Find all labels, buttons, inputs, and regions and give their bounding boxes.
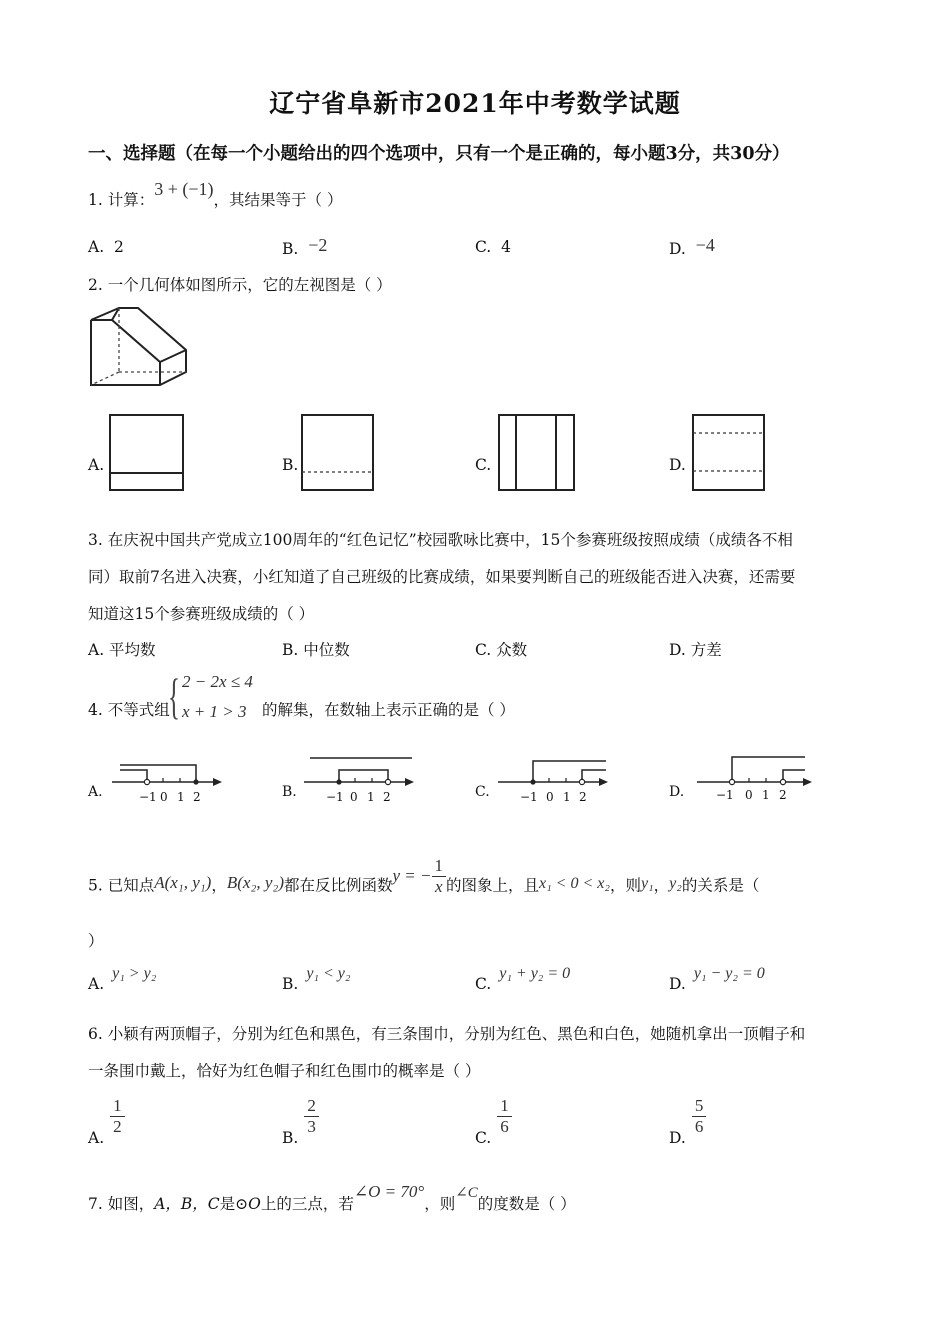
q3-option-c[interactable]: C. 众数 bbox=[475, 641, 528, 659]
q4-d-tick-1: 1 bbox=[762, 788, 770, 802]
q4-inequality-2: x + 1 > 3 bbox=[182, 702, 247, 721]
q6-option-b[interactable]: B. $\frac{2}{3}$ bbox=[282, 1096, 319, 1137]
q1-option-c[interactable]: C. 4 bbox=[475, 238, 511, 256]
q4-a-tick-2: 2 bbox=[193, 790, 201, 804]
q4-option-c-label[interactable]: C. bbox=[475, 784, 490, 800]
q6-line-2: 一条围巾戴上，恰好为红色帽子和红色围巾的概率是（ ） bbox=[88, 1062, 481, 1080]
q2-option-d-figure[interactable] bbox=[692, 414, 766, 492]
question-1 bbox=[88, 179, 343, 210]
question-2: 2. 一个几何体如图所示，它的左视图是（ ） bbox=[88, 276, 392, 294]
q4-option-b-numberline[interactable] bbox=[302, 752, 422, 807]
q5-option-a[interactable]: A.y₁ > y₂ bbox=[88, 965, 157, 993]
q6-line-1: 6. 小颖有两顶帽子，分别为红色和黑色，有三条围巾，分别为红色、黑色和白色，她随机拿出一顶帽子和 bbox=[88, 1025, 806, 1043]
q4-a-tick-0: 0 bbox=[160, 790, 168, 804]
q3-option-d[interactable]: D. 方差 bbox=[669, 641, 722, 659]
q6-option-c[interactable]: C. $\frac{1}{6}$ bbox=[475, 1096, 512, 1137]
q1-option-b[interactable]: B. −2 bbox=[282, 235, 328, 258]
q4-suffix: 的解集，在数轴上表示正确的是（ ） bbox=[262, 701, 515, 719]
q1-option-d[interactable]: D. −4 bbox=[669, 235, 715, 258]
q4-inequality-1: 2 − 2x ≤ 4 bbox=[182, 672, 253, 691]
q2-option-c-label[interactable]: C. bbox=[475, 456, 492, 474]
q5-option-d[interactable]: D.y₁ − y₂ = 0 bbox=[669, 965, 765, 993]
q1-expression: 3 + (−1) bbox=[154, 179, 214, 199]
q2-option-d-label[interactable]: D. bbox=[669, 456, 686, 474]
q4-b-tick-neg1: −1 bbox=[326, 790, 344, 804]
q4-prefix: 4. 不等式组 bbox=[88, 701, 170, 719]
q7-angle-o: ∠O = 70° bbox=[353, 1182, 425, 1201]
q5-point-a: A(x₁, y₁) bbox=[154, 872, 212, 892]
q4-b-tick-0: 0 bbox=[350, 790, 358, 804]
q3-line-1: 3. 在庆祝中国共产党成立100周年的“红色记忆”校园歌咏比赛中，15个参赛班级按照成绩（成绩各不相 bbox=[88, 531, 793, 549]
q3-line-2: 同）取前7名进入决赛，小红知道了自己班级的比赛成绩，如果要判断自己的班级能否进入决赛，还需要 bbox=[88, 568, 796, 586]
q5-close-paren: ） bbox=[88, 932, 104, 950]
q4-c-tick-0: 0 bbox=[546, 790, 554, 804]
q4-option-c-numberline[interactable] bbox=[496, 758, 616, 808]
q4-d-tick-0: 0 bbox=[745, 788, 753, 802]
q4-b-tick-2: 2 bbox=[383, 790, 391, 804]
q2-option-a-label[interactable]: A. bbox=[88, 456, 105, 474]
section-heading: 一、选择题（在每一个小题给出的四个选项中，只有一个是正确的，每小题3分，共30分） bbox=[88, 144, 790, 164]
q4-option-d-label[interactable]: D. bbox=[669, 784, 685, 800]
q4-option-b-label[interactable]: B. bbox=[282, 784, 297, 800]
q2-option-a-figure[interactable] bbox=[109, 414, 185, 492]
q7-angle-c: ∠C bbox=[455, 1185, 478, 1201]
q4-option-a-numberline[interactable] bbox=[110, 760, 230, 810]
q6-option-a[interactable]: A. $\frac{1}{2}$ bbox=[88, 1096, 125, 1137]
q4-brace: { bbox=[168, 668, 180, 724]
q2-option-b-figure[interactable] bbox=[301, 414, 375, 492]
q4-c-tick-2: 2 bbox=[579, 790, 587, 804]
q4-d-tick-neg1: −1 bbox=[716, 788, 734, 802]
q2-option-b-label[interactable]: B. bbox=[282, 456, 299, 474]
q5-condition: x₁ < 0 < x₂ bbox=[539, 874, 610, 892]
q3-option-b[interactable]: B. 中位数 bbox=[282, 641, 350, 659]
q5-function-fraction: $\frac{1}{x}$ bbox=[432, 856, 447, 897]
q4-option-d-numberline[interactable] bbox=[695, 752, 820, 807]
question-5: 5. 已知点A(x₁, y₁)，B(x₂, y₂)都在反比例函数y = − $\frac{1}{x}$ 的图象上，且x₁ < 0 < x₂，则y₁，y₂的关系是（ bbox=[88, 856, 760, 896]
q1-option-a[interactable]: A. 2 bbox=[88, 238, 124, 256]
q5-point-b: B(x₂, y₂) bbox=[226, 872, 284, 892]
q4-c-tick-neg1: −1 bbox=[520, 790, 538, 804]
page-title: 辽宁省阜新市2021年中考数学试题 bbox=[269, 89, 681, 118]
q4-option-a-label[interactable]: A. bbox=[88, 784, 103, 800]
q1-suffix: ，其结果等于（ ） bbox=[213, 191, 343, 209]
q1-prefix: 1. 计算： bbox=[88, 191, 155, 209]
q2-option-c-figure[interactable] bbox=[498, 414, 576, 492]
q6-option-d[interactable]: D. $\frac{5}{6}$ bbox=[669, 1096, 706, 1137]
q4-d-tick-2: 2 bbox=[779, 788, 787, 802]
q5-option-b[interactable]: B.y₁ < y₂ bbox=[282, 965, 351, 993]
q5-option-c[interactable]: C.y₁ + y₂ = 0 bbox=[475, 965, 571, 993]
q4-a-tick-neg1: −1 bbox=[139, 790, 157, 804]
q5-function-lhs: y = − bbox=[392, 865, 432, 885]
q3-option-a[interactable]: A. 平均数 bbox=[88, 641, 156, 659]
q4-c-tick-1: 1 bbox=[563, 790, 571, 804]
q4-b-tick-1: 1 bbox=[367, 790, 375, 804]
q3-line-3: 知道这15个参赛班级成绩的（ ） bbox=[88, 605, 315, 623]
question-7: 7. 如图，A，B，C是⊙O上的三点，若∠O = 70°，则∠C的度数是（ ） bbox=[88, 1182, 576, 1213]
q4-a-tick-1: 1 bbox=[177, 790, 185, 804]
q2-solid-figure bbox=[88, 300, 188, 392]
